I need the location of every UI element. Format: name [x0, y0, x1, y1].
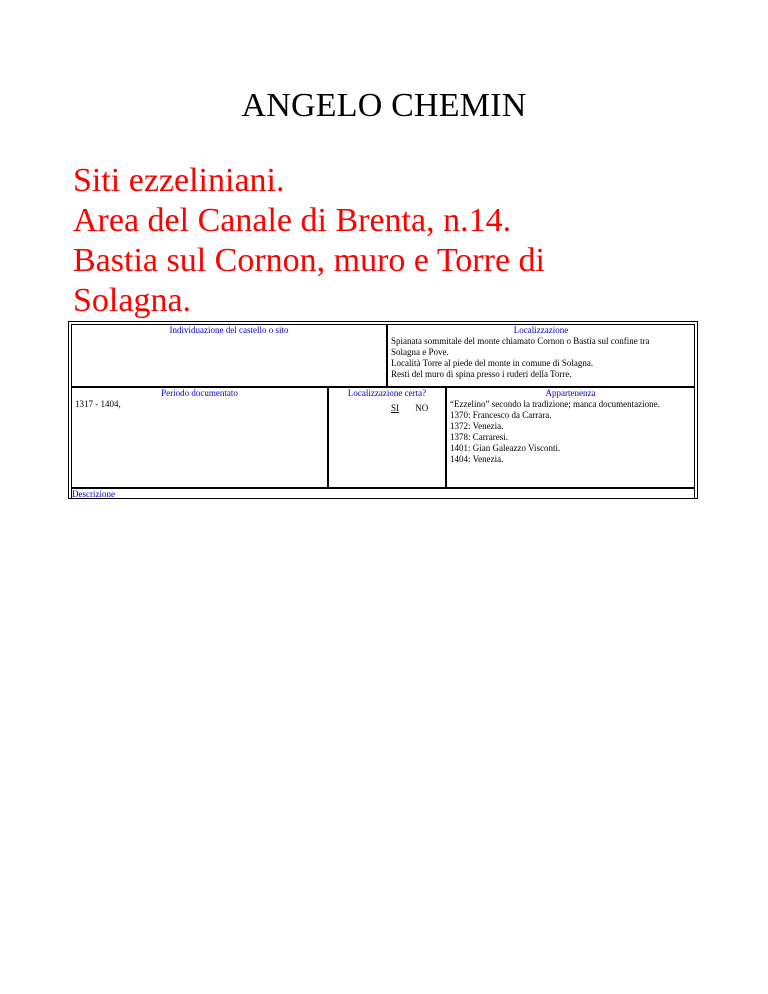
ownership-label: Appartenenza [545, 388, 596, 398]
identification-cell [71, 324, 387, 387]
location-line: Spianata sommitale del monte chiamato Cornon o Bastia sul confine tra [391, 336, 650, 346]
description-cell [71, 488, 695, 498]
certain-options [329, 403, 445, 414]
title-line: Bastia sul Cornon, muro e Torre di [73, 242, 545, 279]
location-line: Solagna e Pove. [391, 347, 449, 357]
ownership-line: 1401: Gian Galeazzo Visconti. [450, 443, 561, 453]
period-label: Periodo documentato [161, 388, 238, 398]
period-value: 1317 - 1404, [75, 399, 121, 409]
title-line: Siti ezzeliniani. [73, 162, 285, 199]
location-line: Località Torre al piede del monte in comune di Solagna. [391, 358, 594, 368]
ownership-line: “Ezzelino” secondo la tradizione; manca documentazione. [450, 399, 660, 409]
period-cell [71, 387, 328, 488]
author-heading: ANGELO CHEMIN [241, 87, 527, 124]
yes-option: SI [391, 403, 400, 413]
identification-label: Individuazione del castello o sito [169, 325, 289, 335]
ownership-line: 1404: Venezia. [450, 454, 504, 464]
certain-location-cell [328, 387, 446, 488]
document-title [73, 161, 713, 321]
no-option: NO [415, 403, 429, 413]
ownership-cell [446, 387, 695, 488]
ownership-line: 1370: Francesco da Carrara. [450, 410, 552, 420]
title-line: Solagna. [73, 282, 192, 319]
ownership-line: 1372: Venezia. [450, 421, 504, 431]
title-line: Area del Canale di Brenta, n.14. [73, 202, 512, 239]
ownership-line: 1378: Carraresi. [450, 432, 508, 442]
location-label: Localizzazione [513, 325, 569, 335]
location-cell [387, 324, 695, 387]
description-label: Descrizione [72, 489, 115, 499]
location-line: Resti del muro di spina presso i ruderi della Torre. [391, 369, 572, 379]
certain-location-label: Localizzazione certa? [347, 388, 427, 398]
site-record-table [68, 321, 698, 499]
